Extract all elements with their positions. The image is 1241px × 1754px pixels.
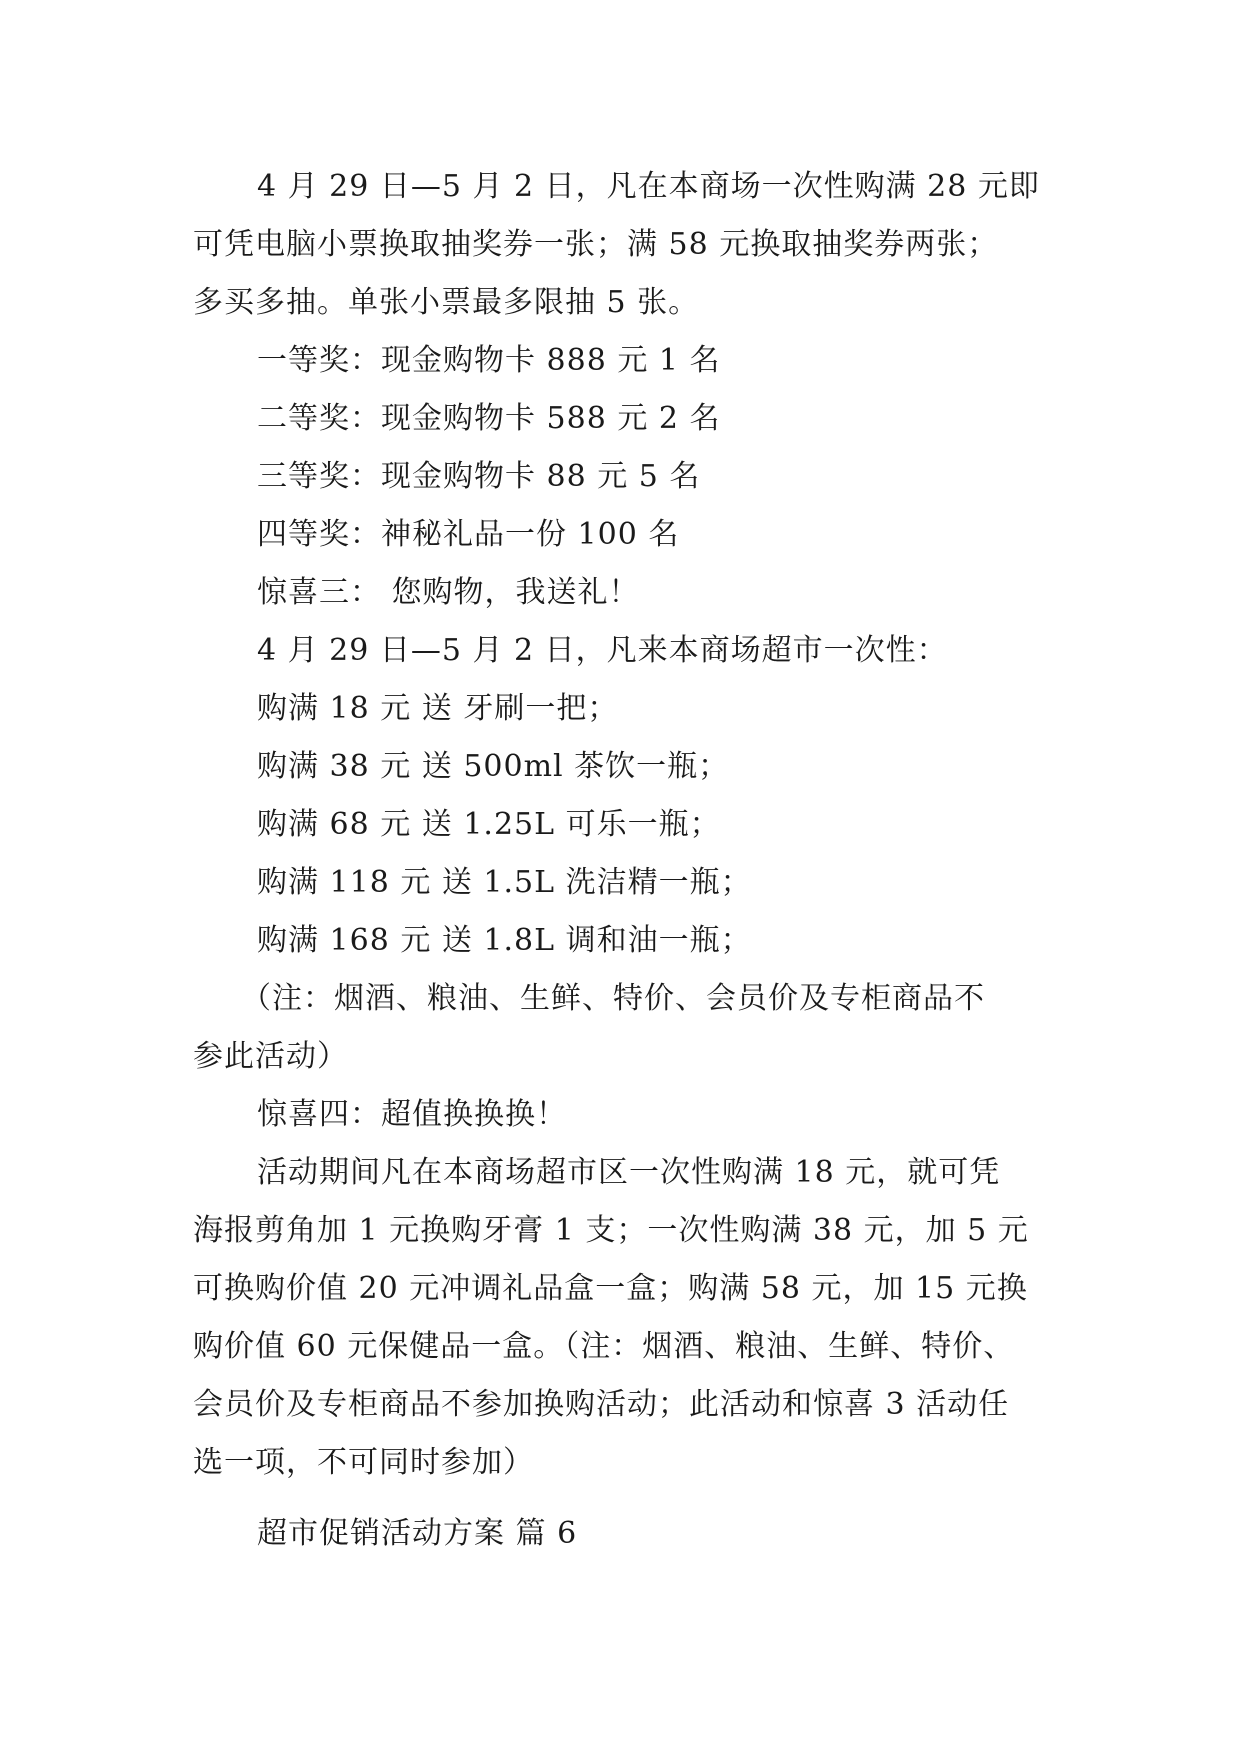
chapter-heading: 超市促销活动方案 篇 6	[257, 1516, 578, 1551]
gift-line: 购满 118 元 送 1.5L 洗洁精一瓶；	[257, 865, 752, 900]
gift-line: 购满 168 元 送 1.8L 调和油一瓶；	[257, 923, 752, 958]
section-heading: 惊喜三： 您购物，我送礼！	[257, 575, 640, 610]
paragraph-line: 会员价及专柜商品不参加换购活动；此活动和惊喜 3 活动任	[193, 1387, 1010, 1422]
note-line: 参此活动）	[193, 1039, 348, 1074]
prize-line: 二等奖：现金购物卡 588 元 2 名	[257, 401, 721, 436]
prize-line: 一等奖：现金购物卡 888 元 1 名	[257, 343, 721, 378]
paragraph-line: 可凭电脑小票换取抽奖券一张；满 58 元换取抽奖券两张；	[193, 227, 999, 262]
gift-line: 购满 38 元 送 500ml 茶饮一瓶；	[257, 749, 730, 784]
paragraph-line: 可换购价值 20 元冲调礼品盒一盒；购满 58 元，加 15 元换	[193, 1271, 1028, 1306]
section-heading: 惊喜四：超值换换换！	[257, 1097, 567, 1132]
paragraph-line: 多买多抽。单张小票最多限抽 5 张。	[193, 285, 700, 320]
paragraph-line: 海报剪角加 1 元换购牙膏 1 支；一次性购满 38 元，加 5 元	[193, 1213, 1029, 1248]
paragraph-line: 活动期间凡在本商场超市区一次性购满 18 元，就可凭	[257, 1155, 1001, 1190]
prize-line: 三等奖：现金购物卡 88 元 5 名	[257, 459, 701, 494]
paragraph-line: 购价值 60 元保健品一盒。（注：烟酒、粮油、生鲜、特价、	[193, 1329, 1015, 1364]
paragraph-line: 4 月 29 日—5 月 2 日，凡来本商场超市一次性：	[257, 633, 948, 668]
gift-line: 购满 18 元 送 牙刷一把；	[257, 691, 619, 726]
prize-line: 四等奖：神秘礼品一份 100 名	[257, 517, 680, 552]
paragraph-line: 选一项，不可同时参加）	[193, 1445, 534, 1480]
gift-line: 购满 68 元 送 1.25L 可乐一瓶；	[257, 807, 721, 842]
paragraph-line: 4 月 29 日—5 月 2 日，凡在本商场一次性购满 28 元即	[257, 169, 1040, 204]
note-line: （注：烟酒、粮油、生鲜、特价、会员价及专柜商品不	[241, 981, 985, 1016]
